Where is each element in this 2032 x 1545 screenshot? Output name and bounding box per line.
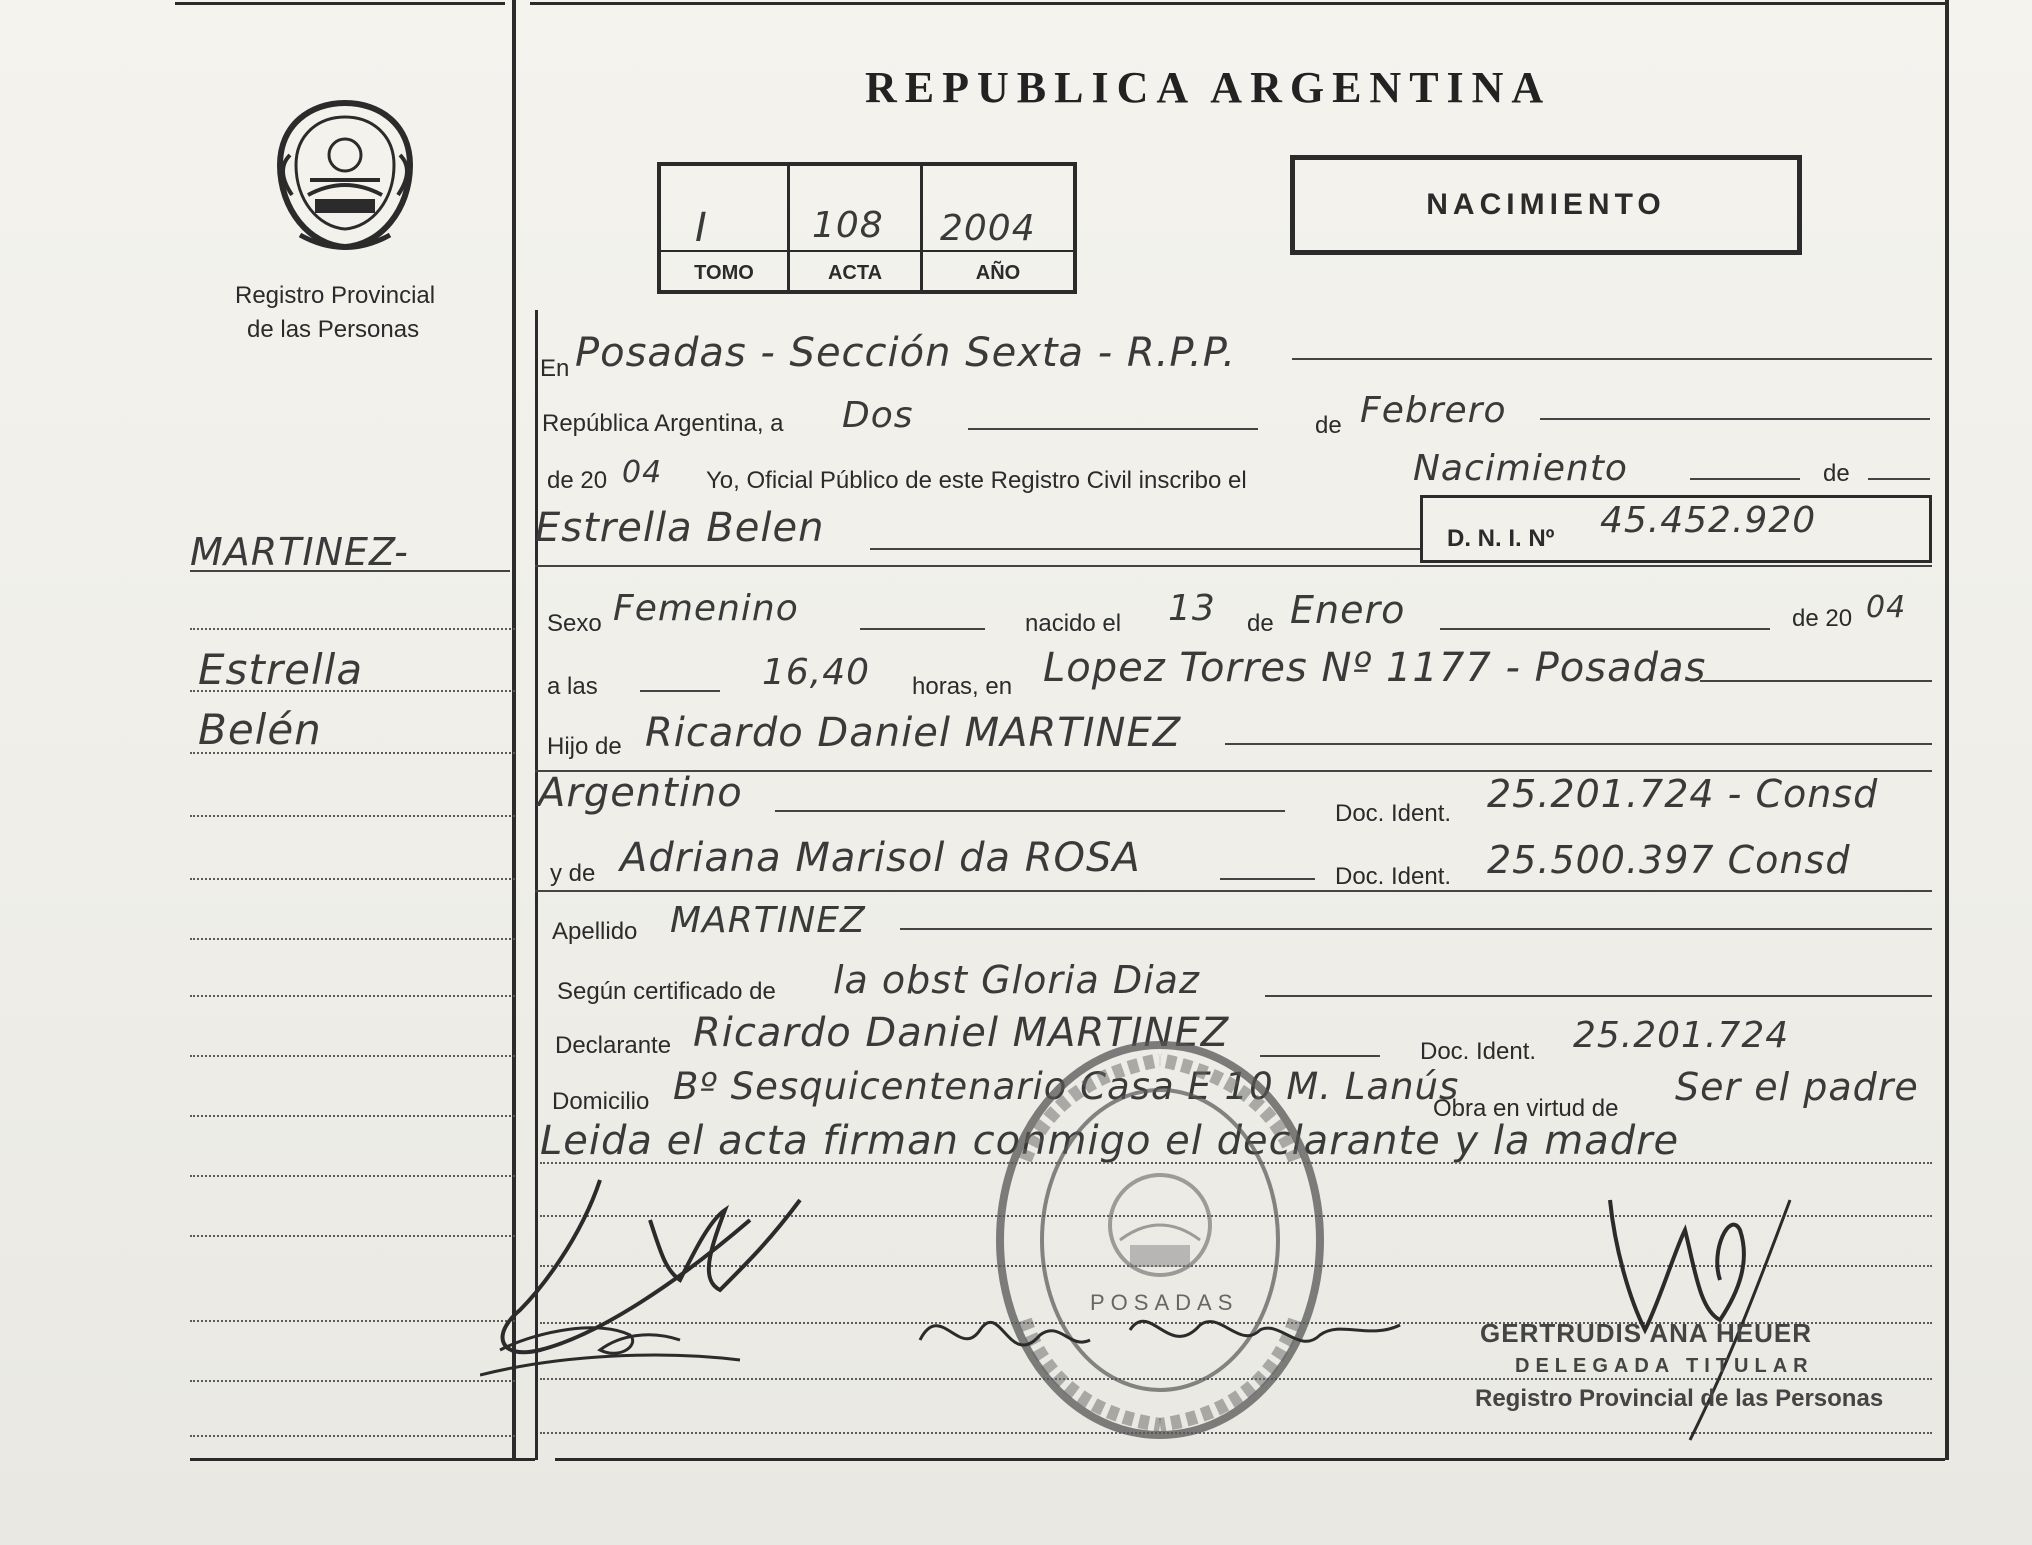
birth-place-rule	[1700, 680, 1932, 682]
dni-label: D. N. I. Nº	[1447, 525, 1555, 552]
left-surname: MARTINEZ-	[190, 530, 409, 574]
obra-value: Ser el padre	[1675, 1065, 1919, 1109]
left-rule	[190, 1435, 515, 1437]
child-name-value: Estrella Belen	[535, 505, 825, 551]
birth-month-rule	[1440, 628, 1770, 630]
declarante-value: Ricardo Daniel MARTINEZ	[693, 1010, 1230, 1056]
obra-label: Obra en virtud de	[1433, 1095, 1619, 1122]
mother-doc-label: Doc. Ident.	[1335, 863, 1452, 890]
office-name-line2: de las Personas	[247, 316, 420, 343]
apellido-label: Apellido	[552, 918, 638, 945]
a-las-label: a las	[547, 673, 598, 700]
child-name-rule	[870, 548, 1420, 550]
sexo-rule	[860, 628, 985, 630]
en-label: En	[540, 355, 570, 382]
father-doc-label: Doc. Ident.	[1335, 800, 1452, 827]
republica-label: República Argentina, a	[542, 410, 784, 437]
mother-doc-value: 25.500.397 Consd	[1487, 838, 1851, 882]
day-value: Dos	[842, 395, 914, 436]
table-row-divider	[657, 250, 1077, 252]
record-kind-rule	[1690, 478, 1800, 480]
ano-value: 2004	[940, 208, 1036, 249]
top-rule-right	[530, 2, 1945, 5]
birth-month-value: Enero	[1290, 588, 1406, 632]
left-rule	[190, 1115, 515, 1117]
apellido-value: MARTINEZ	[670, 900, 866, 941]
tomo-value: I	[695, 205, 708, 251]
acta-label: ACTA	[827, 262, 883, 284]
segun-label: Según certificado de	[557, 978, 776, 1005]
tomo-label: TOMO	[694, 262, 754, 284]
month-rule	[1540, 418, 1930, 420]
seal-city: POSADAS	[1090, 1290, 1239, 1315]
declarante-doc-value: 25.201.724	[1573, 1015, 1790, 1056]
declarante-doc-label: Doc. Ident.	[1420, 1038, 1537, 1065]
provincial-coat-of-arms-logo	[270, 95, 420, 255]
day-rule	[968, 428, 1258, 430]
dni-value: 45.452.920	[1600, 500, 1817, 541]
de-label-2: de	[1823, 460, 1850, 487]
apellido-rule	[900, 928, 1932, 930]
left-rule	[190, 878, 515, 880]
signature-mother	[900, 1280, 1420, 1390]
place-rule	[1292, 358, 1932, 360]
acta-value: 108	[812, 205, 884, 246]
de-label-3: de	[1247, 610, 1274, 637]
ano-label: AÑO	[975, 262, 1021, 284]
nacido-label: nacido el	[1025, 610, 1122, 637]
leida-text: Leida el acta firman conmigo el declarante y la madre	[540, 1118, 1680, 1164]
officer-office: Registro Provincial de las Personas	[1475, 1385, 1884, 1412]
sexo-label: Sexo	[547, 610, 602, 637]
country-title: REPUBLICA ARGENTINA	[865, 63, 1552, 112]
de-rule-2	[1868, 478, 1930, 480]
hijo-label: Hijo de	[547, 733, 622, 760]
record-type: NACIMIENTO	[1426, 188, 1666, 221]
left-rule	[190, 1235, 515, 1237]
horas-label: horas, en	[912, 673, 1013, 700]
bottom-rule-left	[190, 1458, 535, 1461]
birth-year-suffix: 04	[1866, 590, 1907, 625]
father-name-rule	[1225, 743, 1932, 745]
divider-body-right	[1945, 0, 1949, 1460]
year-suffix: 04	[622, 455, 663, 490]
left-rule	[190, 938, 515, 940]
sexo-value: Femenino	[613, 588, 799, 629]
month-value: Febrero	[1360, 390, 1507, 431]
bottom-rule-right	[555, 1458, 1945, 1461]
left-given-name-1: Estrella	[198, 645, 364, 694]
officer-name: GERTRUDIS ANA HEUER	[1480, 1318, 1812, 1348]
left-rule	[190, 815, 515, 817]
certificate-value: la obst Gloria Diaz	[833, 958, 1200, 1002]
birth-place-value: Lopez Torres Nº 1177 - Posadas	[1043, 645, 1707, 691]
left-rule	[190, 1175, 515, 1177]
left-rule	[190, 1320, 515, 1322]
mother-name-value: Adriana Marisol da ROSA	[620, 835, 1141, 881]
left-rule	[190, 628, 515, 630]
record-kind-value: Nacimiento	[1413, 448, 1628, 489]
left-rule	[190, 690, 515, 692]
place-value: Posadas - Sección Sexta - R.P.P.	[575, 330, 1237, 376]
officer-title: DELEGADA TITULAR	[1515, 1355, 1814, 1377]
father-doc-value: 25.201.724 - Consd	[1487, 772, 1879, 816]
left-given-name-2: Belén	[198, 705, 322, 754]
child-name-rule-2	[535, 565, 1932, 567]
father-name-value: Ricardo Daniel MARTINEZ	[645, 710, 1182, 756]
declarante-label: Declarante	[555, 1032, 672, 1059]
year-prefix: de 20	[547, 467, 608, 494]
left-rule	[190, 995, 515, 997]
birth-day-value: 13	[1168, 588, 1216, 629]
certificate-rule	[1265, 995, 1932, 997]
domicilio-value: Bº Sesquicentenario Casa E 10 M. Lanús	[673, 1065, 1460, 1108]
mother-rule-2	[535, 890, 1932, 892]
signature-declarant	[480, 1160, 900, 1390]
y-de-label: y de	[550, 860, 596, 887]
father-nationality-value: Argentino	[538, 770, 743, 816]
birth-time-value: 16,40	[762, 652, 871, 693]
de-label-1: de	[1315, 412, 1342, 439]
yo-text: Yo, Oficial Público de este Registro Civil inscribo el	[706, 467, 1247, 494]
left-rule	[190, 1380, 515, 1382]
office-name-line1: Registro Provincial	[235, 282, 436, 309]
top-rule-left	[175, 2, 505, 5]
left-rule	[190, 1055, 515, 1057]
mother-name-rule	[1220, 878, 1315, 880]
nationality-rule	[775, 810, 1285, 812]
left-rule	[190, 752, 515, 754]
left-surname-rule	[190, 570, 510, 572]
domicilio-label: Domicilio	[552, 1088, 650, 1115]
time-rule	[640, 690, 720, 692]
birth-year-prefix: de 20	[1792, 605, 1853, 632]
